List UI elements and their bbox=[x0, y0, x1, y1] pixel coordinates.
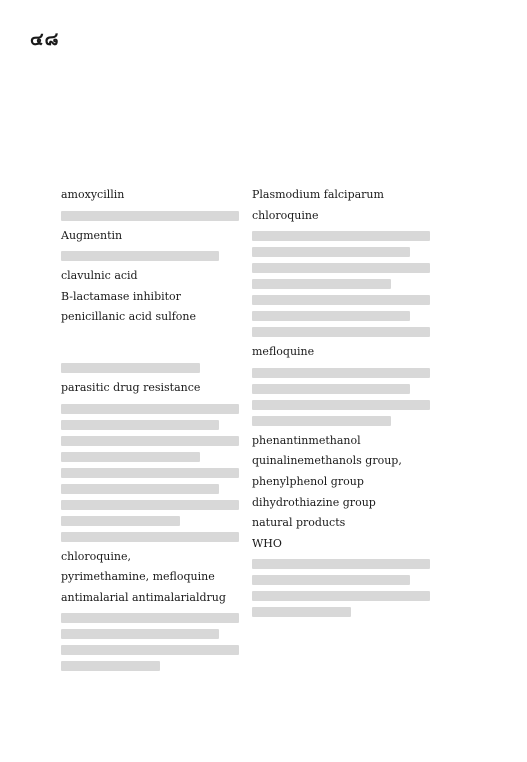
term: pyrimethamine, mefloquine bbox=[61, 570, 215, 584]
text-line-placeholder bbox=[252, 279, 391, 289]
term: mefloquine bbox=[252, 345, 315, 359]
paragraph-2 bbox=[61, 363, 259, 671]
text-line-placeholder bbox=[252, 607, 351, 617]
text-line-placeholder bbox=[61, 613, 239, 623]
text-line-placeholder bbox=[252, 591, 430, 601]
text-line-placeholder bbox=[61, 645, 239, 655]
text-line-placeholder bbox=[252, 575, 410, 585]
term: penicillanic acid sulfone bbox=[61, 310, 196, 324]
left-column bbox=[61, 186, 259, 677]
page-number: ๔๘ bbox=[30, 29, 60, 50]
term: Plasmodium falciparum bbox=[252, 188, 384, 201]
text-line-placeholder bbox=[61, 500, 239, 510]
text-line-placeholder bbox=[61, 484, 219, 494]
text-line-placeholder bbox=[61, 251, 219, 261]
text-line-placeholder bbox=[252, 400, 430, 410]
term: phenantinmethanol bbox=[252, 433, 361, 447]
text-line-placeholder bbox=[61, 404, 239, 414]
text-line-placeholder bbox=[61, 420, 219, 430]
term: clavulnic acid bbox=[61, 269, 138, 283]
text-line-placeholder bbox=[252, 416, 391, 426]
text-line-placeholder bbox=[61, 363, 200, 373]
text-line-placeholder bbox=[252, 384, 410, 394]
text-line-placeholder bbox=[252, 559, 430, 569]
paragraph-1 bbox=[61, 186, 259, 327]
text-line-placeholder bbox=[252, 295, 430, 305]
right-column bbox=[252, 186, 450, 623]
text-line-placeholder bbox=[61, 629, 219, 639]
term: Augmentin bbox=[61, 228, 123, 242]
term: WHO bbox=[252, 536, 282, 550]
right-paragraph bbox=[252, 186, 450, 617]
text-line-placeholder bbox=[61, 661, 160, 671]
text-line-placeholder bbox=[61, 468, 239, 478]
text-line-placeholder bbox=[252, 263, 430, 273]
text-line-placeholder bbox=[61, 436, 239, 446]
term: parasitic drug resistance bbox=[61, 380, 201, 394]
text-line-placeholder bbox=[252, 231, 430, 241]
text-line-placeholder bbox=[252, 247, 410, 257]
text-line-placeholder bbox=[61, 211, 239, 221]
text-line-placeholder bbox=[61, 452, 200, 462]
text-line-placeholder bbox=[61, 532, 239, 542]
text-line-placeholder bbox=[252, 311, 410, 321]
term: amoxycillin bbox=[61, 188, 125, 201]
term: natural products bbox=[252, 516, 346, 530]
text-line-placeholder bbox=[252, 327, 430, 337]
term: antimalarial antimalarialdrug bbox=[61, 590, 226, 604]
term: B-lactamase inhibitor bbox=[61, 289, 181, 303]
term: quinalinemethanols group, bbox=[252, 454, 402, 468]
text-line-placeholder bbox=[252, 368, 430, 378]
term: phenylphenol group bbox=[252, 474, 364, 488]
term: dihydrothiazine group bbox=[252, 495, 376, 509]
term: chloroquine bbox=[252, 208, 319, 222]
text-line-placeholder bbox=[61, 516, 180, 526]
term: chloroquine, bbox=[61, 549, 132, 563]
